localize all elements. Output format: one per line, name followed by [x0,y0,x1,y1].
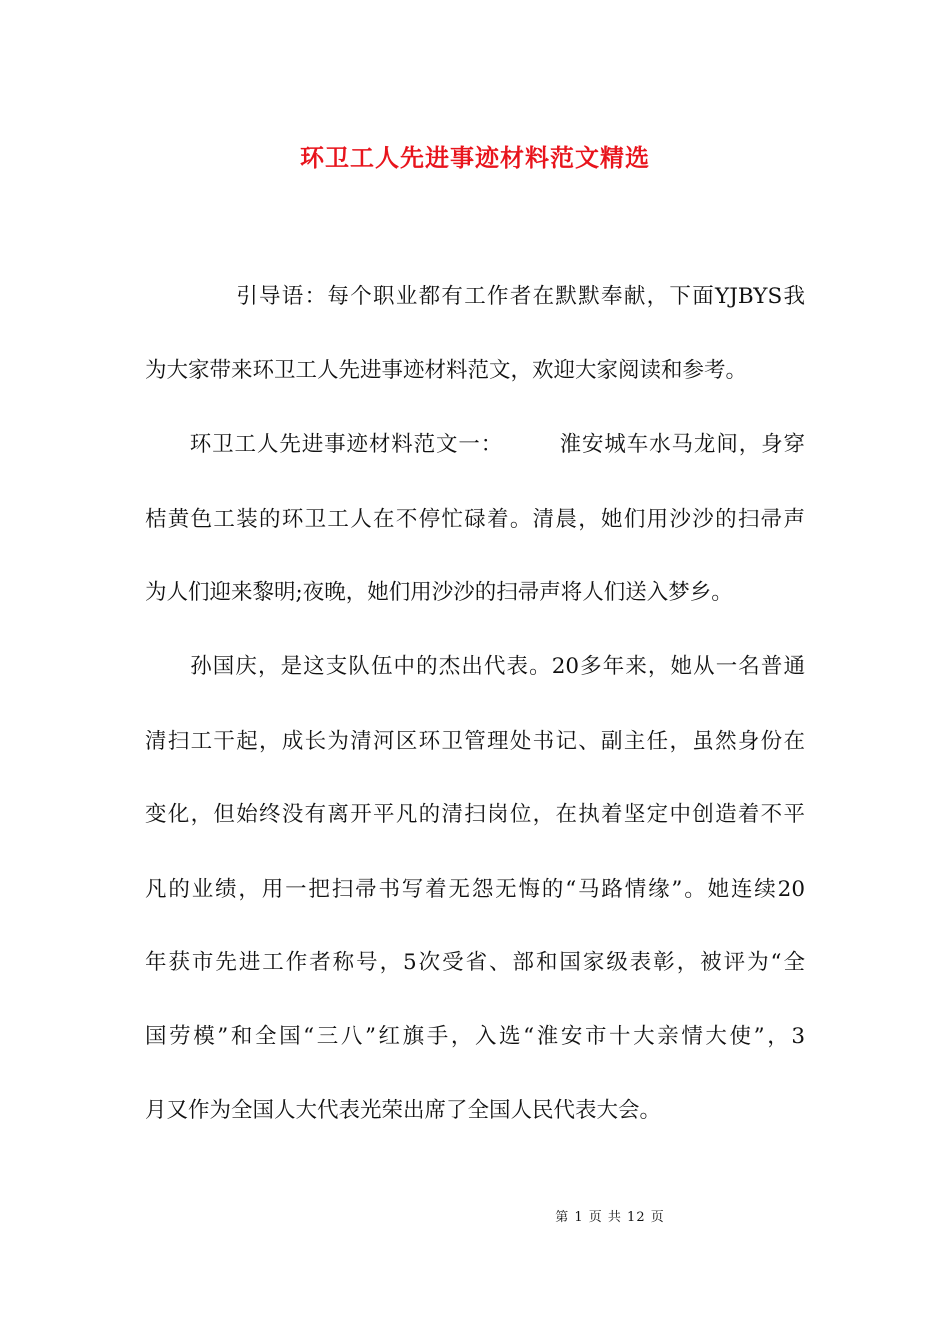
body-line: 凡的业绩，用一把扫帚书写着无怨无悔的“马路情缘”。她连续20 [145,877,805,902]
body-line: 变化，但始终没有离开平凡的清扫岗位，在执着坚定中创造着不平 [145,802,805,827]
body-line: 引导语：每个职业都有工作者在默默奉献，下面YJBYS我 [145,284,805,309]
body-line: 国劳模”和全国“三八”红旗手，入选“淮安市十大亲情大使”，3 [145,1024,805,1049]
body-line: 为人们迎来黎明;夜晚，她们用沙沙的扫帚声将人们送入梦乡。 [145,580,733,605]
document-title: 环卫工人先进事迹材料范文精选 [300,143,650,172]
page-number: 第 1 页 共 12 页 [555,1210,665,1225]
body-line: 孙国庆，是这支队伍中的杰出代表。20多年来，她从一名普通 [145,654,805,679]
body-line: 为大家带来环卫工人先进事迹材料范文，欢迎大家阅读和参考。 [145,358,748,383]
body-line: 桔黄色工装的环卫工人在不停忙碌着。清晨，她们用沙沙的扫帚声 [145,507,805,532]
body-line: 月又作为全国人大代表光荣出席了全国人民代表大会。 [145,1098,662,1123]
body-line: 环卫工人先进事迹材料范文一： 淮安城车水马龙间，身穿 [145,432,805,457]
body-line: 年获市先进工作者称号，5次受省、部和国家级表彰，被评为“全 [145,950,805,975]
body-line: 清扫工干起，成长为清河区环卫管理处书记、副主任，虽然身份在 [145,729,805,754]
